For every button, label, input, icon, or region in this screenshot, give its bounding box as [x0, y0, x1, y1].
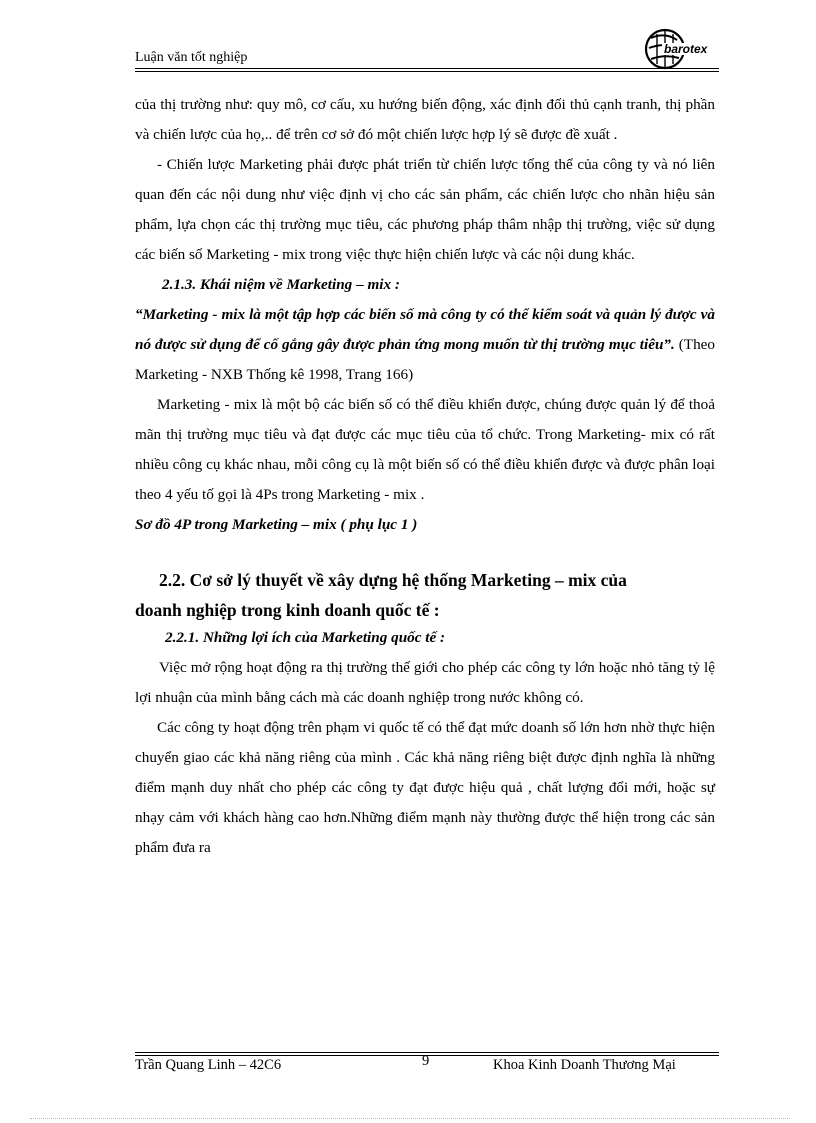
quote-definition — [135, 300, 715, 390]
header-rule — [135, 68, 719, 72]
footer-author: Trần Quang Linh – 42C6 — [135, 1057, 282, 1073]
diagram-reference: Sơ đồ 4P trong Marketing – mix ( phụ lục 1 ) — [135, 516, 418, 533]
paragraph-distinct-capabilities: Các công ty hoạt động trên phạm vi quốc tế có thể đạt mức doanh số lớn hơn nhờ thực hiện chuyển giao các khả năng riêng của mình . Các khả năng riêng biệt được định nghĩa là những điểm mạnh duy nhất cho phép các công ty đạt được hiệu quả , chất lượng đổi mới, hoặc sự nhạy cảm với khách hàng cao hơn.Những điểm mạnh này thường được thể hiện trong các sản phẩm đưa ra — [135, 719, 715, 856]
subheading-marketing-mix-concept: 2.1.3. Khái niệm về Marketing – mix : — [162, 276, 400, 293]
footer-faculty: Khoa Kinh Doanh Thương Mại — [493, 1057, 676, 1073]
paragraph-market-analysis: của thị trường như: quy mô, cơ cấu, xu hướng biến động, xác định đối thủ cạnh tranh, thị phần và chiến lược của họ,.. để trên cơ sở đó một chiến lược hợp lý sẽ được đề xuất . — [135, 96, 715, 143]
section-heading-line2: doanh nghiệp trong kinh doanh quốc tế : — [135, 600, 440, 620]
page-header-title: Luận văn tốt nghiệp — [135, 50, 248, 65]
logo-wordmark: barotex — [664, 42, 708, 56]
company-logo — [637, 28, 719, 70]
section-heading-line1: 2.2. Cơ sở lý thuyết về xây dựng hệ thống Marketing – mix của — [159, 570, 627, 590]
subheading-international-benefits: 2.2.1. Những lợi ích của Marketing quốc tế : — [165, 629, 446, 646]
paragraph-marketing-strategy: - Chiến lược Marketing phải được phát triển từ chiến lược tổng thể của công ty và nó liên quan đến các nội dung như việc định vị cho các sản phẩm, các chiến lược cho nhãn hiệu sản phẩm, lựa chọn các thị trường mục tiêu, các phương pháp thâm nhập thị trường, việc sử dụng các biến số Marketing - mix trong việc thực hiện chiến lược và các nội dung khác. — [135, 156, 715, 263]
quote-source: (Theo Marketing - NXB Thống kê 1998, Trang 166) — [135, 336, 716, 383]
paragraph-global-expansion: Việc mở rộng hoạt động ra thị trường thế giới cho phép các công ty lớn hoặc nhỏ tăng tỷ lệ lợi nhuận của mình bằng cách mà các doanh nghiệp trong nước không có. — [135, 659, 715, 706]
page-edge-dots — [30, 1118, 790, 1119]
quote-bold-text: “Marketing - mix là một tập hợp các biến số mà công ty có thể kiểm soát và quản lý được và nó được sử dụng để cố gắng gây được phản ứng mong muốn từ thị trường mục tiêu”. — [135, 306, 715, 353]
paragraph-marketing-mix-variables: Marketing - mix là một bộ các biến số có thể điều khiển được, chúng được quản lý để thoả mãn thị trường mục tiêu và đạt được các mục tiêu của tổ chức. Trong Marketing- mix có rất nhiều công cụ khác nhau, mỗi công cụ là một biến số có thể điều khiển được và được phân loại theo 4 yếu tố gọi là 4Ps trong Marketing - mix . — [135, 396, 715, 503]
page-number: 9 — [422, 1053, 430, 1069]
page-body — [135, 90, 715, 863]
section-heading — [135, 565, 715, 625]
